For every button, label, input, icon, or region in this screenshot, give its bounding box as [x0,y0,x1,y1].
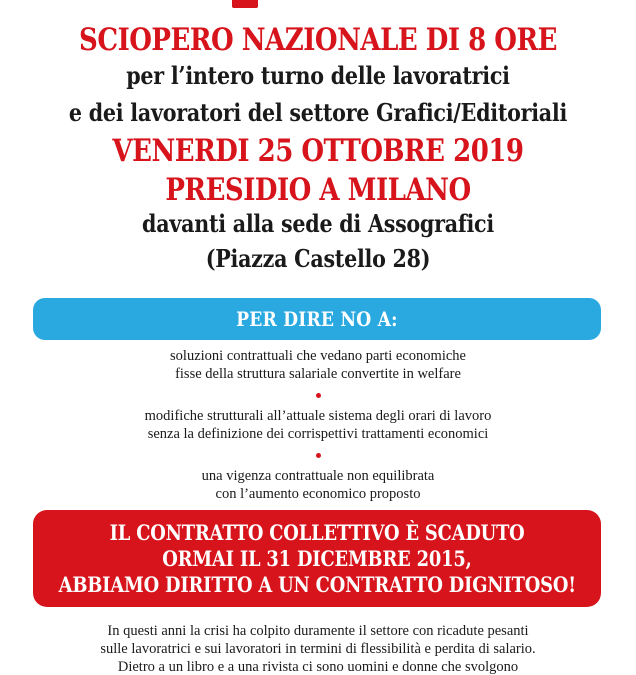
bullet-dot-icon [0,443,636,467]
contract-banner-line-2: ORMAI IL 31 DICEMBRE 2015, [162,545,472,571]
reason-item-line-2: fisse della struttura salariale convertite in welfare [175,366,461,382]
reason-item-line-1: una vigenza contrattuale non equilibrata [201,468,435,484]
strike-date: VENERDI 25 OTTOBRE 2019 [112,133,524,169]
protest-address: (Piazza Castello 28) [205,244,431,273]
reason-item-line-1: soluzioni contrattuali che vedano parti economiche [170,348,466,364]
reason-item-line-2: senza la definizione dei corrispettivi trattamenti economici [147,426,489,442]
reason-item [0,347,636,383]
footer-line-1: In questi anni la crisi ha colpito duramente il settore con ricadute pesanti [107,623,529,639]
bullet-dot-icon [0,383,636,407]
reason-item [0,467,636,503]
footer-line-2: sulle lavoratrici e sui lavoratori in termini di flessibilità e perdita di salario. [100,641,536,657]
reason-item-line-1: modifiche strutturali all’attuale sistema degli orari di lavoro [144,408,492,424]
footer-line-3: Dietro a un libro e a una rivista ci sono uomini e donne che svolgono [117,659,519,675]
reasons-banner-label: PER DIRE NO A: [236,307,398,331]
reason-item [0,407,636,443]
contract-banner-line-1: IL CONTRATTO COLLETTIVO È SCADUTO [109,519,525,545]
contract-banner-line-3: ABBIAMO DIRITTO A UN CONTRATTO DIGNITOSO! [58,571,576,597]
protest-location-detail: davanti alla sede di Assografici [142,209,494,238]
union-logo-fragment [232,0,258,8]
reasons-banner [33,298,601,340]
footer-paragraph [0,622,636,675]
strike-subtitle-line-2: e dei lavoratori del settore Grafici/Editoriali [68,98,568,127]
strike-subtitle-line-1: per l’intero turno delle lavoratrici [126,61,510,90]
reasons-list [0,347,636,503]
protest-location-title: PRESIDIO A MILANO [165,172,471,208]
contract-expired-banner [33,510,601,607]
reason-item-line-2: con l’aumento economico proposto [215,486,421,502]
strike-title: SCIOPERO NAZIONALE DI 8 ORE [79,22,557,58]
